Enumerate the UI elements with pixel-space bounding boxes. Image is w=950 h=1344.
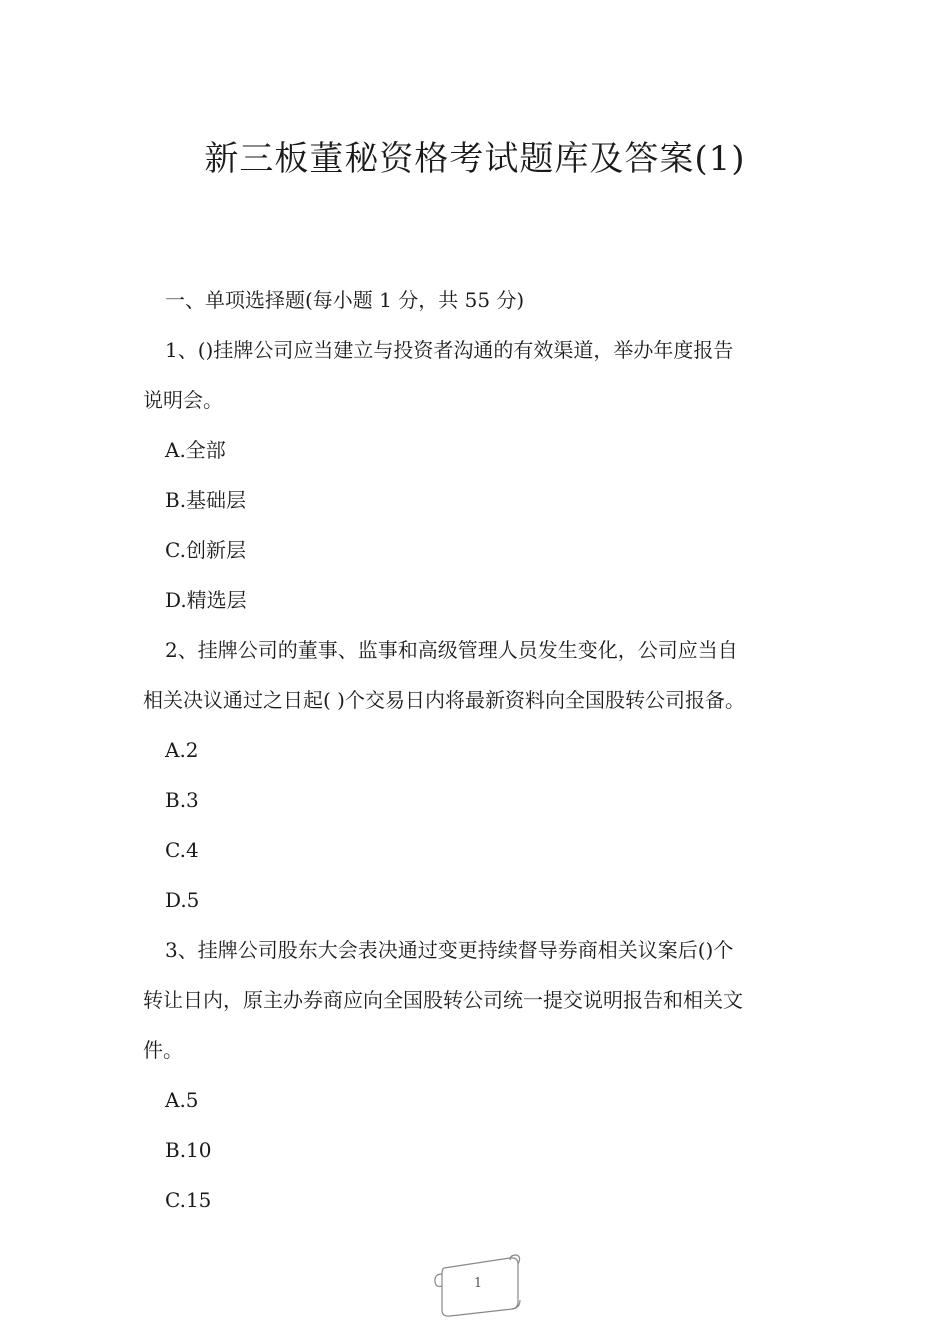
question-text-line: 1、()挂牌公司应当建立与投资者沟通的有效渠道，举办年度报告 [165,338,734,362]
page-footer [430,1252,520,1318]
option-d: D.5 [165,888,200,912]
option-b: B.3 [165,788,199,812]
document-body [143,275,813,1225]
option-a: A.5 [165,1088,199,1112]
question-2 [143,625,813,925]
question-text-line: 2、挂牌公司的董事、监事和高级管理人员发生变化，公司应当自 [165,638,738,662]
option-c: C.创新层 [165,538,246,562]
option-c: C.4 [165,838,199,862]
page-number: 1 [473,1276,483,1291]
document-title: 新三板董秘资格考试题库及答案(1) [204,139,746,179]
question-3 [143,925,813,1225]
option-a: A.全部 [165,438,226,462]
question-1 [143,325,813,625]
question-text-line: 转让日内，原主办券商应向全国股转公司统一提交说明报告和相关文 [143,988,743,1012]
question-text-line: 相关决议通过之日起( )个交易日内将最新资料向全国股转公司报备。 [143,688,745,712]
option-b: B.基础层 [165,488,247,512]
section-heading: 一、单项选择题(每小题 1 分，共 55 分) [165,288,525,312]
option-c: C.15 [165,1188,212,1212]
option-b: B.10 [165,1138,212,1162]
option-d: D.精选层 [165,588,247,612]
question-text-line: 3、挂牌公司股东大会表决通过变更持续督导券商相关议案后()个 [165,938,734,962]
question-text-line: 说明会。 [143,388,223,412]
option-a: A.2 [165,738,199,762]
question-text-line: 件。 [143,1038,183,1062]
